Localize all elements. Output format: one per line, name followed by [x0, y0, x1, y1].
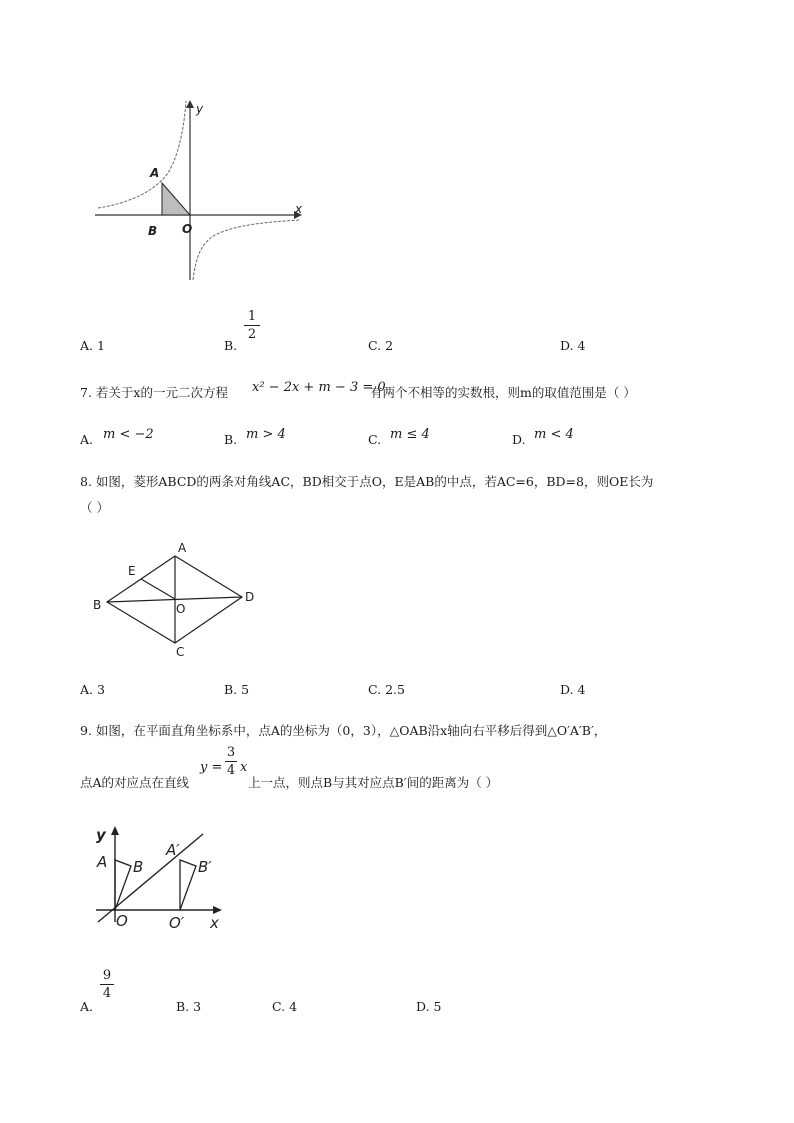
fraction-numerator: 9 [102, 968, 112, 983]
q8-stem-line2: （ ） [80, 500, 109, 515]
label-B: B [133, 858, 144, 876]
q8-option-a[interactable]: A. 3 [80, 682, 105, 697]
segment-OE [141, 579, 175, 599]
q9-line-eq-x: x [240, 760, 248, 775]
q9-option-d[interactable]: D. 5 [416, 999, 442, 1014]
fraction-denominator: 2 [247, 327, 257, 342]
q9-stem-line2-suffix: 上一点，则点B与其对应点B′间的距离为（ ） [248, 775, 499, 790]
label-x: x [295, 202, 303, 216]
label-O: O [182, 222, 193, 236]
q7-option-a-expr: m < −2 [103, 427, 154, 442]
q8-option-b[interactable]: B. 5 [224, 682, 250, 697]
q8-stem-line1: 8. 如图，菱形ABCD的两条对角线AC，BD相交于点O，E是AB的中点，若AC=6，BD=8，则OE长为 [80, 474, 654, 489]
hyperbola-branch-left [98, 101, 186, 208]
q7-stem-suffix: 有两个不相等的实数根，则m的取值范围是（ ） [370, 385, 636, 400]
label-y: y [96, 826, 106, 844]
line-y-3-4-x [98, 834, 203, 922]
label-x: x [210, 914, 219, 932]
q7-equation: x² − 2x + m − 3 = 0 [252, 380, 386, 395]
label-O: O [176, 602, 186, 616]
label-B-prime: B′ [198, 858, 212, 876]
label-A: A [150, 166, 160, 180]
label-y: y [196, 102, 204, 116]
x-axis-arrow [213, 906, 222, 914]
q9-stem-line2-prefix: 点A的对应点在直线 [80, 775, 190, 790]
label-A: A [178, 541, 187, 555]
q6-option-c[interactable]: C. 2 [368, 338, 394, 353]
q7-stem-prefix: 7. 若关于x的一元二次方程 [80, 385, 228, 400]
q9-stem-line1: 9. 如图，在平面直角坐标系中，点A的坐标为（0，3），△OAB沿x轴向右平移后得到△O′A′B′， [80, 723, 607, 738]
q7-option-c-label[interactable]: C. [368, 432, 382, 447]
q9-option-a-fraction [100, 968, 114, 1001]
q7-option-d-expr: m < 4 [534, 427, 574, 442]
y-axis-arrow [111, 826, 119, 835]
label-B: B [93, 598, 102, 612]
label-E: E [128, 564, 136, 578]
q9-line-eq-y: y = [200, 760, 223, 775]
q6-option-b-label[interactable]: B. [224, 338, 238, 353]
label-C: C [176, 645, 185, 659]
q6-option-a[interactable]: A. 1 [80, 338, 105, 353]
label-A-prime: A′ [166, 841, 180, 859]
q8-rhombus-figure [90, 538, 265, 660]
q6-option-b-fraction [244, 309, 260, 342]
q9-coordinate-figure [88, 822, 233, 937]
hyperbola-branch-right [193, 220, 300, 280]
q9-option-b[interactable]: B. 3 [176, 999, 202, 1014]
q7-option-c-expr: m ≤ 4 [390, 427, 430, 442]
q7-option-b-expr: m > 4 [246, 427, 286, 442]
fraction-denominator: 4 [226, 763, 236, 778]
label-O: O [116, 912, 128, 930]
q9-line-eq-fraction [225, 745, 237, 778]
q7-option-d-label[interactable]: D. [512, 432, 526, 447]
q9-option-c[interactable]: C. 4 [272, 999, 298, 1014]
y-axis-arrow [186, 100, 194, 108]
triangle-OAB [115, 860, 131, 910]
q6-hyperbola-figure [90, 95, 315, 285]
label-A: A [97, 853, 108, 871]
fraction-numerator: 3 [226, 745, 236, 760]
q6-option-d[interactable]: D. 4 [560, 338, 586, 353]
q9-option-a-label[interactable]: A. [80, 999, 94, 1014]
label-D: D [245, 590, 255, 604]
label-O-prime: O′ [169, 914, 185, 932]
label-B: B [148, 224, 158, 238]
triangle-OAB-translated [180, 860, 196, 910]
fraction-numerator: 1 [247, 309, 257, 324]
q7-option-b-label[interactable]: B. [224, 432, 238, 447]
q8-option-c[interactable]: C. 2.5 [368, 682, 405, 697]
shaded-triangle-ABO [162, 183, 190, 215]
fraction-denominator: 4 [102, 986, 112, 1001]
q8-option-d[interactable]: D. 4 [560, 682, 586, 697]
q7-option-a-label[interactable]: A. [80, 432, 94, 447]
